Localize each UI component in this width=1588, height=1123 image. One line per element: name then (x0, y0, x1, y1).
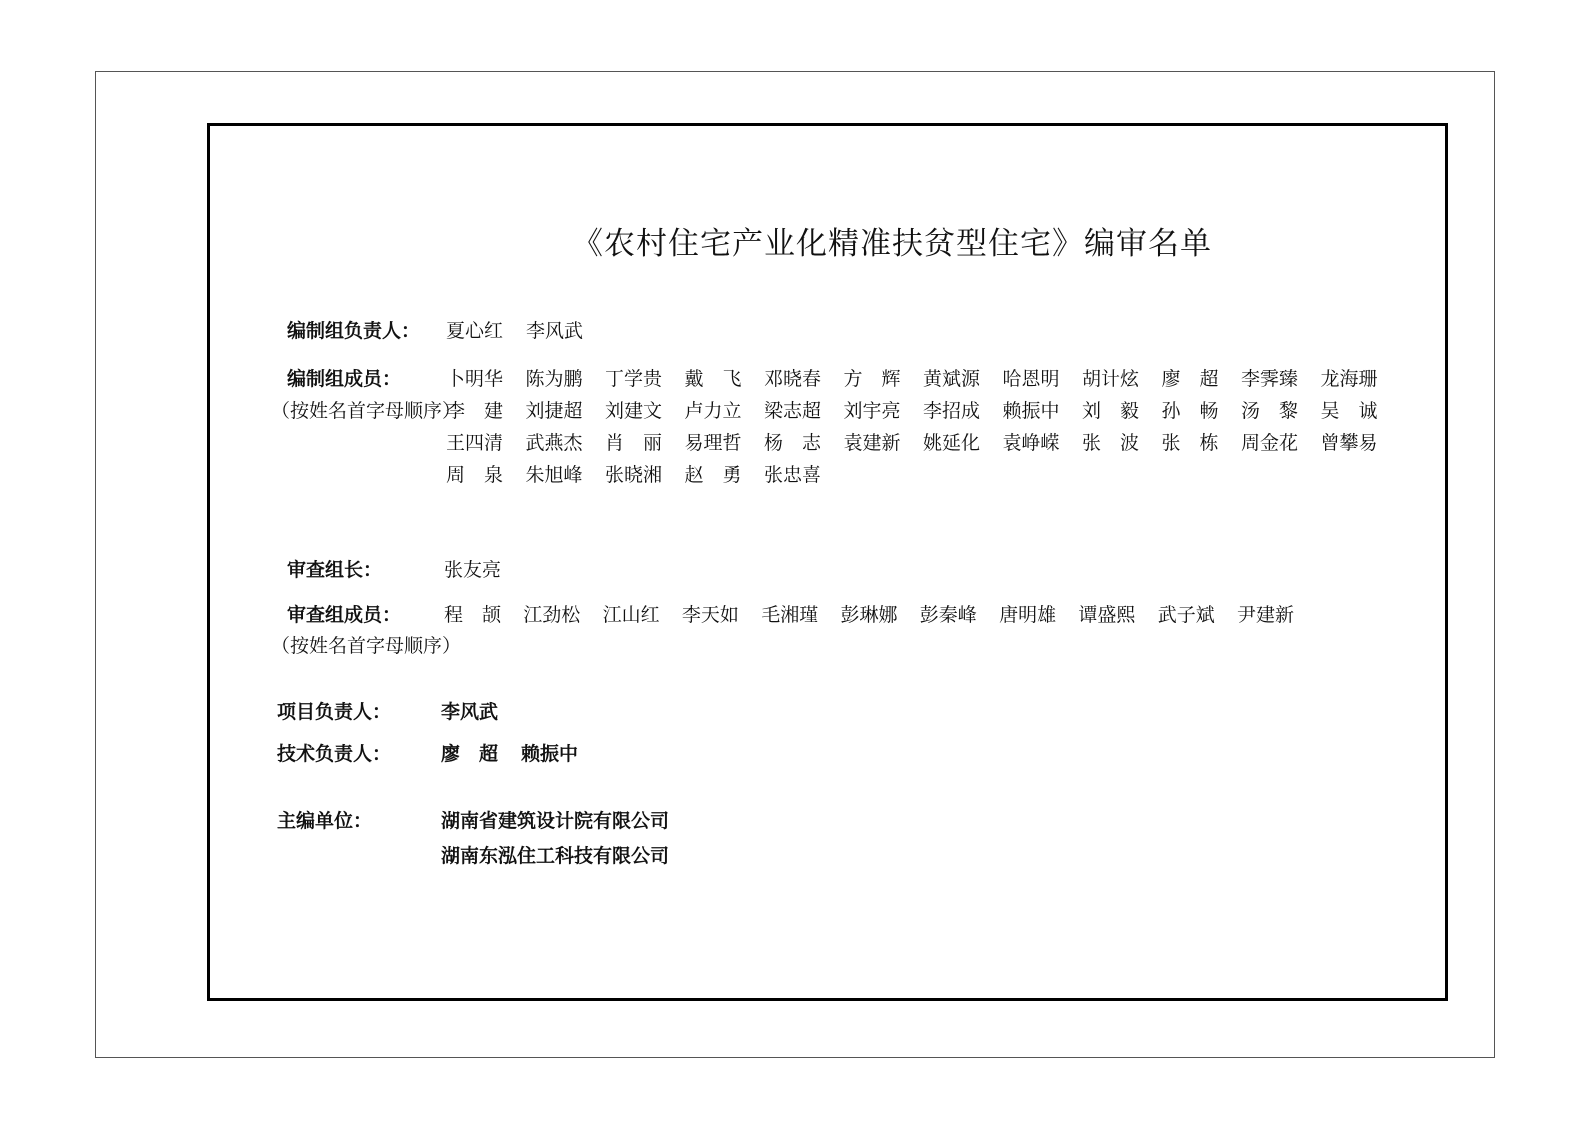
review-member-name: 武子斌 (1157, 604, 1215, 626)
review-member-name: 李天如 (681, 604, 739, 626)
compile-member-name: 张 波 (1082, 432, 1140, 454)
compile-member-name: 赵 勇 (684, 464, 742, 486)
project-leader-label: 项目负责人： (277, 701, 392, 723)
chief-unit-name: 湖南东泓住工科技有限公司 (441, 845, 670, 867)
compile-member-name: 赖振中 (1002, 400, 1060, 422)
compile-member-name: 李 建 (446, 400, 504, 422)
compile-member-name: 吴 诚 (1320, 400, 1378, 422)
compile-member-name: 袁建新 (843, 432, 901, 454)
compile-member-name: 易理哲 (684, 432, 742, 454)
review-leader-label: 审查组长： (287, 559, 383, 581)
compile-member-name: 朱旭峰 (525, 464, 583, 486)
compile-member-name: 武燕杰 (525, 432, 583, 454)
compile-leaders-label: 编制组负责人： (287, 320, 421, 342)
tech-leader-label: 技术负责人： (277, 743, 392, 765)
review-member-name: 程 颉 (444, 604, 502, 626)
review-member-name: 唐明雄 (999, 604, 1057, 626)
compile-member-name: 张忠喜 (764, 464, 822, 486)
review-members-label: 审查组成员： (287, 604, 402, 626)
chief-units-label: 主编单位： (277, 810, 373, 832)
compile-member-name: 刘宇亮 (843, 400, 901, 422)
tech-leader-name: 廖 超 (441, 743, 499, 765)
compile-member-name: 方 辉 (843, 368, 901, 390)
compile-member-name: 龙海珊 (1320, 368, 1378, 390)
compile-member-name: 汤 黎 (1241, 400, 1299, 422)
compile-member-name: 刘 毅 (1082, 400, 1140, 422)
compile-member-name: 胡计炫 (1082, 368, 1140, 390)
compile-member-name: 曾攀易 (1320, 432, 1378, 454)
review-member-name: 彭琳娜 (840, 604, 898, 626)
compile-member-name: 袁峥嵘 (1002, 432, 1060, 454)
compile-members-order-note: （按姓名首字母顺序） (271, 400, 462, 422)
compile-member-name: 杨 志 (764, 432, 822, 454)
review-member-name: 江山红 (602, 604, 660, 626)
compile-member-name: 戴 飞 (684, 368, 742, 390)
compile-member-name: 张 栋 (1161, 432, 1219, 454)
compile-member-name: 张晓湘 (605, 464, 663, 486)
compile-member-name: 李霁臻 (1241, 368, 1299, 390)
review-members-order-note: （按姓名首字母顺序） (271, 635, 462, 657)
compile-member-name: 黄斌源 (923, 368, 981, 390)
compile-member-name: 丁学贵 (605, 368, 663, 390)
review-member-name: 江劲松 (523, 604, 581, 626)
compile-member-name: 卢力立 (684, 400, 742, 422)
compile-member-name: 肖 丽 (605, 432, 663, 454)
compile-members-label: 编制组成员： (287, 368, 402, 390)
compile-member-name: 刘建文 (605, 400, 663, 422)
compile-member-name: 刘捷超 (525, 400, 583, 422)
compile-member-name: 周 泉 (446, 464, 504, 486)
document-title: 《农村住宅产业化精准扶贫型住宅》编审名单 (572, 226, 1212, 262)
compile-member-name: 姚延化 (923, 432, 981, 454)
compile-member-name: 卜明华 (446, 368, 504, 390)
compile-member-name: 哈恩明 (1002, 368, 1060, 390)
compile-member-name: 孙 畅 (1161, 400, 1219, 422)
compile-member-name: 廖 超 (1161, 368, 1219, 390)
compile-member-name: 邓晓春 (764, 368, 822, 390)
compile-member-name: 王四清 (446, 432, 504, 454)
compile-member-name: 梁志超 (764, 400, 822, 422)
review-member-name: 尹建新 (1237, 604, 1295, 626)
compile-member-name: 李招成 (923, 400, 981, 422)
project-leader-name: 李风武 (441, 701, 499, 723)
tech-leader-name: 赖振中 (521, 743, 579, 765)
compile-leader-name: 夏心红 (446, 320, 504, 342)
compile-member-name: 陈为鹏 (525, 368, 583, 390)
compile-member-name: 周金花 (1241, 432, 1299, 454)
review-leader-name: 张友亮 (444, 559, 502, 581)
compile-leader-name: 李风武 (526, 320, 584, 342)
review-member-name: 毛湘瑾 (761, 604, 819, 626)
chief-unit-name: 湖南省建筑设计院有限公司 (441, 810, 670, 832)
review-member-name: 谭盛熙 (1078, 604, 1136, 626)
review-member-name: 彭秦峰 (919, 604, 977, 626)
